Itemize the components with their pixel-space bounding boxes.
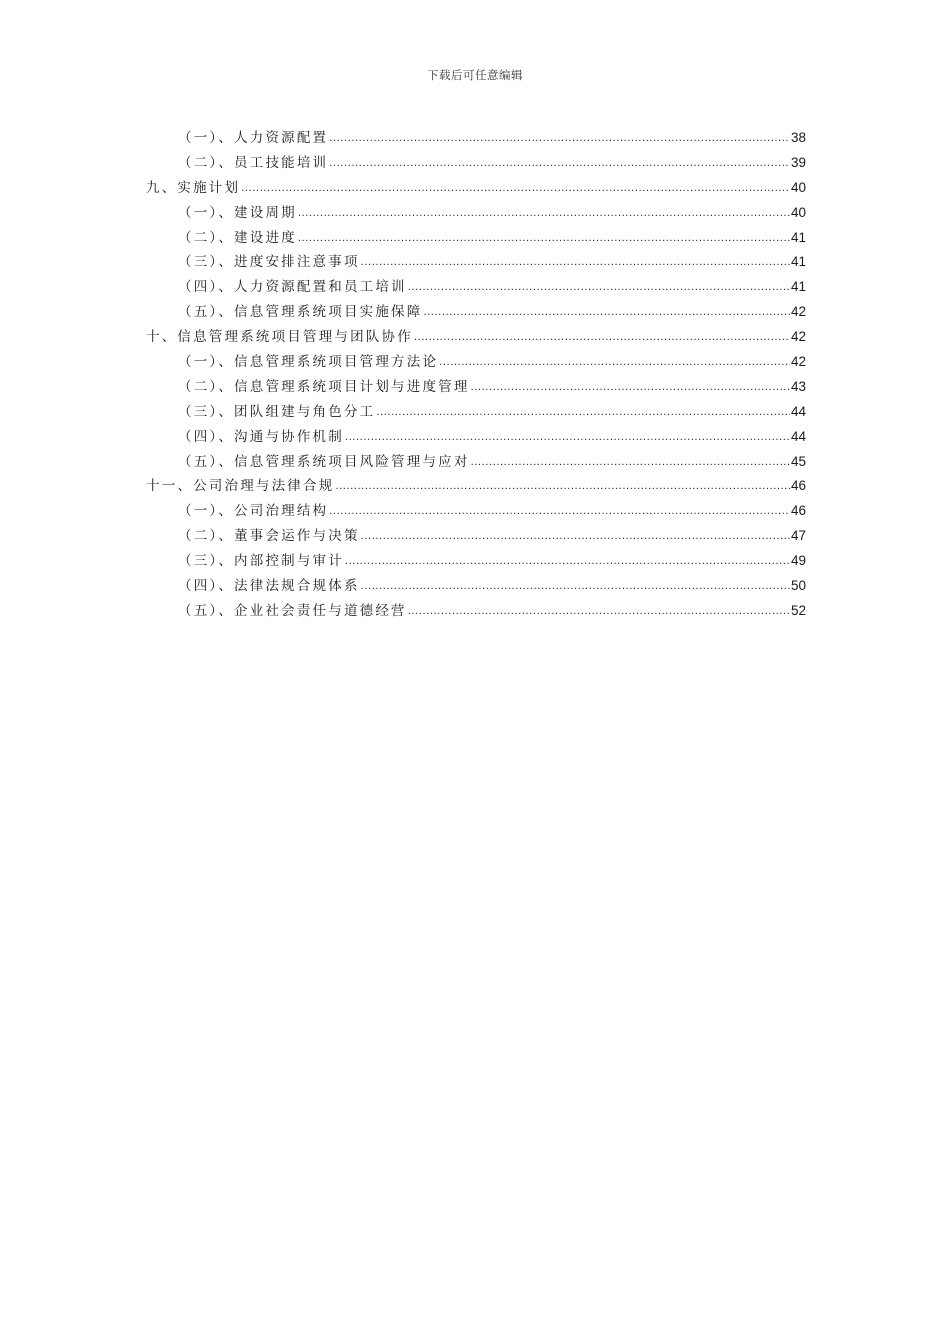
toc-page-number: 43 xyxy=(790,378,806,394)
toc-page-number: 47 xyxy=(790,528,806,544)
toc-entry-title: 十一、公司治理与法律合规 xyxy=(146,478,335,495)
toc-section-entry[interactable] xyxy=(146,226,806,251)
toc-page-number: 42 xyxy=(790,304,806,320)
toc-page-number: 41 xyxy=(790,229,806,245)
toc-section-entry[interactable] xyxy=(146,201,806,226)
toc-dot-leader xyxy=(329,152,790,177)
toc-page-number: 39 xyxy=(790,154,806,170)
table-of-contents xyxy=(146,126,806,624)
toc-section-entry[interactable] xyxy=(146,425,806,450)
toc-entry-title: 十、信息管理系统项目管理与团队协作 xyxy=(146,329,413,346)
toc-entry-title: （三）、团队组建与角色分工 xyxy=(178,403,376,420)
toc-dot-leader xyxy=(329,127,790,152)
toc-page-number: 44 xyxy=(790,403,806,419)
toc-dot-leader xyxy=(329,500,790,525)
toc-section-entry[interactable] xyxy=(146,275,806,300)
toc-section-entry[interactable] xyxy=(146,450,806,475)
toc-entry-title: 九、实施计划 xyxy=(146,179,241,196)
toc-section-entry[interactable] xyxy=(146,524,806,549)
toc-section-entry[interactable] xyxy=(146,250,806,275)
toc-dot-leader xyxy=(361,251,790,276)
toc-page-number: 44 xyxy=(790,428,806,444)
toc-dot-leader xyxy=(361,525,790,550)
page-header: 下载后可任意编辑 xyxy=(427,68,523,82)
toc-dot-leader xyxy=(335,475,790,500)
toc-dot-leader xyxy=(471,376,790,401)
toc-page-number: 42 xyxy=(790,354,806,370)
toc-dot-leader xyxy=(345,426,790,451)
toc-page-number: 42 xyxy=(790,329,806,345)
toc-page-number: 41 xyxy=(790,254,806,270)
toc-section-entry[interactable] xyxy=(146,126,806,151)
toc-section-entry[interactable] xyxy=(146,549,806,574)
toc-entry-title: （一）、人力资源配置 xyxy=(178,130,329,146)
toc-entry-title: （二）、员工技能培训 xyxy=(178,154,329,171)
toc-entry-title: （一）、建设周期 xyxy=(178,204,297,221)
toc-entry-title: （一）、信息管理系统项目管理方法论 xyxy=(178,354,439,371)
toc-entry-title: （五）、信息管理系统项目风险管理与应对 xyxy=(178,453,470,470)
toc-chapter-entry[interactable] xyxy=(146,176,806,201)
toc-entry-title: （四）、沟通与协作机制 xyxy=(178,428,344,445)
toc-page-number: 45 xyxy=(790,453,806,469)
toc-page-number: 38 xyxy=(790,130,806,145)
toc-section-entry[interactable] xyxy=(146,400,806,425)
toc-entry-title: （四）、人力资源配置和员工培训 xyxy=(178,279,407,296)
toc-dot-leader xyxy=(345,550,790,575)
toc-section-entry[interactable] xyxy=(146,350,806,375)
toc-page-number: 40 xyxy=(790,204,806,220)
toc-page-number: 40 xyxy=(790,179,806,195)
toc-section-entry[interactable] xyxy=(146,151,806,176)
toc-section-entry[interactable] xyxy=(146,599,806,624)
toc-dot-leader xyxy=(298,202,790,227)
toc-chapter-entry[interactable] xyxy=(146,325,806,350)
toc-dot-leader xyxy=(423,301,790,326)
toc-entry-title: （五）、信息管理系统项目实施保障 xyxy=(178,304,423,321)
toc-page-number: 46 xyxy=(790,503,806,519)
toc-page-number: 52 xyxy=(790,602,806,618)
toc-dot-leader xyxy=(408,276,790,301)
toc-entry-title: （二）、建设进度 xyxy=(178,229,297,246)
toc-entry-title: （五）、企业社会责任与道德经营 xyxy=(178,602,407,619)
toc-page-number: 46 xyxy=(790,478,806,494)
toc-dot-leader xyxy=(376,401,790,426)
toc-dot-leader xyxy=(414,326,790,351)
toc-dot-leader xyxy=(408,600,790,625)
toc-entry-title: （二）、董事会运作与决策 xyxy=(178,528,360,545)
toc-entry-title: （三）、内部控制与审计 xyxy=(178,553,344,570)
toc-dot-leader xyxy=(439,351,790,376)
toc-dot-leader xyxy=(298,227,790,252)
toc-chapter-entry[interactable] xyxy=(146,474,806,499)
toc-dot-leader xyxy=(361,575,790,600)
toc-dot-leader xyxy=(241,177,790,202)
toc-dot-leader xyxy=(471,451,790,476)
toc-entry-title: （一）、公司治理结构 xyxy=(178,503,329,520)
toc-section-entry[interactable] xyxy=(146,300,806,325)
toc-entry-title: （四）、法律法规合规体系 xyxy=(178,578,360,595)
toc-section-entry[interactable] xyxy=(146,375,806,400)
toc-page-number: 49 xyxy=(790,553,806,569)
toc-page-number: 50 xyxy=(790,578,806,594)
toc-entry-title: （三）、进度安排注意事项 xyxy=(178,254,360,271)
toc-page-number: 41 xyxy=(790,279,806,295)
toc-section-entry[interactable] xyxy=(146,499,806,524)
toc-entry-title: （二）、信息管理系统项目计划与进度管理 xyxy=(178,378,470,395)
toc-section-entry[interactable] xyxy=(146,574,806,599)
